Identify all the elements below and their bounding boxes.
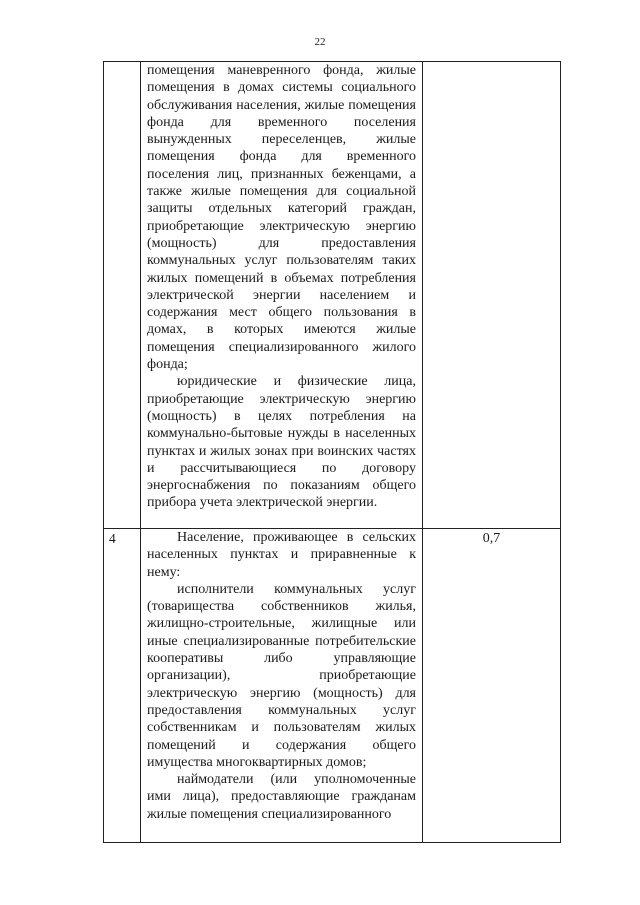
row-number-cell — [104, 62, 141, 529]
description-paragraph: Население, проживающее в сельских населенных пунктах и приравненные к нему: — [147, 530, 416, 580]
row-description-cell — [141, 62, 423, 529]
page-number: 22 — [314, 36, 326, 48]
row-description-cell — [141, 529, 423, 843]
row-value-cell: 0,7 — [423, 529, 561, 843]
description-paragraph: юридические и физические лица, приобретающие электрическую энергию (мощность) в целях потребления на коммунально-бытовые нужды в населенных пунктах и жилых зонах при воинских частях и рассчитывающиеся по договору энергоснабжения по показаниям общего прибора учета электрической энергии. — [147, 374, 416, 511]
description-paragraph: помещения маневренного фонда, жилые помещения в домах системы социального обслуживания населения, жилые помещения фонда для временного поселения вынужденных переселенцев, жилые помещения фонда для временного поселения лиц, признанных беженцами, а также жилые помещения для социальной защиты отдельных категорий граждан, приобретающие электрическую энергию (мощность) для предоставления коммунальных услуг пользователям таких жилых помещений в объемах потребления электрической энергии населением и содержания мест общего пользования в домах, в которых имеются жилые помещения специализированного жилого фонда; — [147, 63, 416, 373]
description-paragraph: наймодатели (или уполномоченные ими лица), предоставляющие гражданам жилые помещения специализированного — [147, 772, 416, 822]
table-row — [104, 62, 561, 529]
row-value-cell — [423, 62, 561, 529]
tariff-table — [103, 61, 561, 843]
description-paragraph: исполнители коммунальных услуг (товарищества собственников жилья, жилищно-строительные, жилищные или иные специализированные потребительские кооперативы либо управляющие организации), приобретающие электрическую энергию (мощность) для предоставления коммунальных услуг собственникам и пользователям жилых помещений и содержания общего имущества многоквартирных домов; — [147, 581, 416, 770]
table-row — [104, 529, 561, 843]
row-number-cell: 4 — [104, 529, 141, 843]
